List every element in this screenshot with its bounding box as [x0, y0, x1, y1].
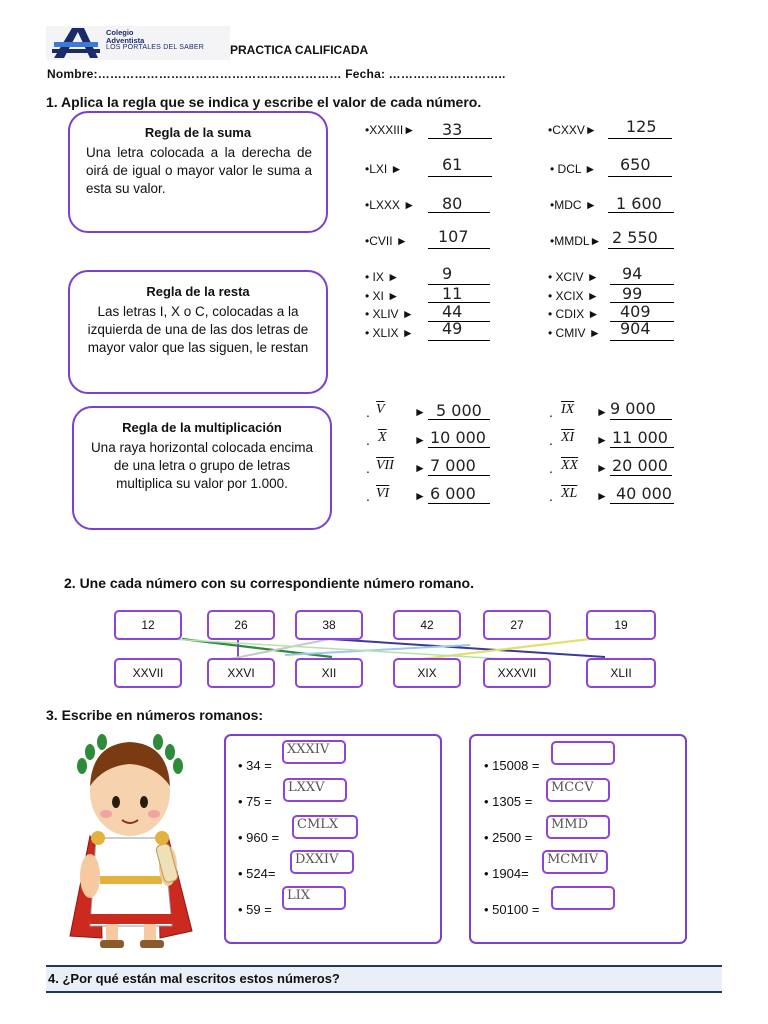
q3-answer-field[interactable]: LIX: [282, 886, 346, 910]
number-value: 27: [510, 618, 524, 632]
page-title: PRACTICA CALIFICADA: [230, 43, 369, 57]
resta-answer: 44: [442, 302, 463, 321]
resta-answer: 11: [442, 284, 463, 303]
resta-label: • XCIV ►: [548, 270, 599, 284]
q2-heading: 2. Une cada número con su correspondiente número romano.: [64, 575, 474, 591]
suma-answer: 61: [442, 155, 463, 174]
mult-numeral: $\overline{IX}$: [561, 402, 575, 417]
resta-label: • XCIX ►: [548, 289, 599, 303]
mult-answer: 20 000: [612, 456, 668, 475]
suma-answer: 125: [626, 117, 657, 136]
q3-item-label: • 524=: [238, 866, 276, 881]
arrow-icon: ►: [596, 433, 608, 447]
roman-value: XXVII: [132, 666, 164, 680]
roman-value: XXVI: [227, 666, 255, 680]
number-box[interactable]: [586, 610, 656, 640]
mult-numeral: $\overline{VII}$: [376, 458, 394, 473]
suma-answer: 650: [620, 155, 651, 174]
suma-label: •MMDL►: [550, 234, 602, 248]
mult-bullet: .: [549, 404, 553, 420]
roman-child-illustration: [60, 726, 200, 954]
arrow-icon: ►: [414, 405, 426, 419]
q4-bar: [46, 965, 722, 993]
mult-bullet: .: [549, 432, 553, 448]
number-value: 26: [234, 618, 248, 632]
q3-item-label: • 75 =: [238, 794, 272, 809]
roman-value: XIX: [417, 666, 437, 680]
suma-label: •LXI ►: [365, 162, 403, 176]
suma-label: •CVII ►: [365, 234, 408, 248]
roman-value: XXXVII: [497, 666, 537, 680]
mult-numeral: $\overline{XX}$: [561, 458, 579, 473]
q3-item-label: • 2500 =: [484, 830, 533, 845]
number-box[interactable]: [295, 610, 363, 640]
roman-box[interactable]: [483, 658, 551, 688]
suma-answer: 1 600: [616, 194, 662, 213]
suma-label: •XXXIII►: [365, 123, 416, 137]
roman-value: XII: [321, 666, 337, 680]
logo-text-3: LOS PORTALES DEL SABER: [106, 44, 205, 51]
number-box[interactable]: [483, 610, 551, 640]
q3-answer-field[interactable]: [551, 886, 615, 910]
mult-bullet: .: [549, 460, 553, 476]
mult-numeral: $\overline{V}$: [376, 402, 385, 417]
suma-answer: 107: [438, 227, 469, 246]
rule-resta-title: Regla de la resta: [146, 284, 250, 299]
rule-suma-body: Una letra colocada a la derecha de oirá de igual o mayor valor le suma a esta su valor.: [86, 145, 312, 196]
q3-item-label: • 59 =: [238, 902, 272, 917]
suma-answer: 80: [442, 194, 463, 213]
q3-answer-field[interactable]: MCCV: [546, 778, 610, 802]
resta-label: • XLIX ►: [365, 326, 414, 340]
arrow-icon: ►: [596, 461, 608, 475]
number-value: 12: [141, 618, 155, 632]
roman-box[interactable]: [393, 658, 461, 688]
q3-answer-field[interactable]: LXXV: [283, 778, 347, 802]
number-box[interactable]: [207, 610, 275, 640]
q3-answer-field[interactable]: MCMIV: [542, 850, 608, 874]
q3-answer-field[interactable]: XXXIV: [282, 740, 346, 764]
match-line: [285, 645, 470, 655]
q1-heading: 1. Aplica la regla que se indica y escribe el valor de cada número.: [46, 94, 482, 110]
suma-label: • DCL ►: [550, 162, 597, 176]
mult-bullet: .: [549, 488, 553, 504]
roman-value: XLII: [610, 666, 632, 680]
mult-bullet: .: [366, 460, 370, 476]
resta-answer: 904: [620, 319, 651, 338]
roman-box[interactable]: [586, 658, 656, 688]
mult-answer: 9 000: [610, 399, 656, 418]
q3-item-label: • 1305 =: [484, 794, 533, 809]
arrow-icon: ►: [414, 433, 426, 447]
resta-label: • CMIV ►: [548, 326, 601, 340]
logo-text-2: Adventista: [106, 36, 145, 45]
suma-label: •MDC ►: [550, 198, 597, 212]
match-line: [170, 639, 505, 659]
mult-numeral: $\overline{XI}$: [561, 430, 575, 445]
q4-heading: 4. ¿Por qué están mal escritos estos números?: [48, 971, 340, 986]
mult-answer: 40 000: [616, 484, 672, 503]
mult-numeral: $\overline{VI}$: [376, 486, 390, 501]
q3-item-label: • 960 =: [238, 830, 280, 845]
logo-text-1: Colegio: [106, 28, 134, 37]
suma-answer: 33: [442, 120, 463, 139]
mult-answer: 7 000: [430, 456, 476, 475]
name-date-line: Nombre:…………………………………………………… Fecha: ………………………..: [47, 67, 506, 81]
resta-label: • IX ►: [365, 270, 400, 284]
roman-box[interactable]: [207, 658, 275, 688]
mult-bullet: .: [366, 404, 370, 420]
suma-answer: 2 550: [612, 228, 658, 247]
suma-label: •CXXV►: [548, 123, 597, 137]
resta-answer: 49: [442, 319, 463, 338]
resta-label: • CDIX ►: [548, 307, 600, 321]
rule-resta-body: Las letras I, X o C, colocadas a la izquierda de una de las dos letras de mayor valor que las siguen, le restan: [87, 304, 309, 355]
number-value: 38: [322, 618, 336, 632]
q3-answer-field[interactable]: CMLX: [292, 815, 358, 839]
rule-mult-title: Regla de la multiplicación: [122, 420, 282, 435]
q3-heading: 3. Escribe en números romanos:: [46, 707, 264, 723]
q3-item-label: • 15008 =: [484, 758, 540, 773]
mult-bullet: .: [366, 432, 370, 448]
q3-item-label: • 50100 =: [484, 902, 540, 917]
q3-answer-field[interactable]: DXXIV: [290, 850, 354, 874]
q3-answer-field[interactable]: MMD: [546, 815, 610, 839]
arrow-icon: ►: [596, 489, 608, 503]
number-box[interactable]: [393, 610, 461, 640]
rule-suma-title: Regla de la suma: [144, 125, 252, 140]
resta-label: • XI ►: [365, 289, 400, 303]
q3-item-label: • 1904=: [484, 866, 529, 881]
arrow-icon: ►: [596, 405, 608, 419]
q3-item-label: • 34 =: [238, 758, 272, 773]
mult-numeral: $\overline{X}$: [378, 430, 387, 445]
mult-numeral: $\overline{XL}$: [561, 486, 578, 501]
resta-answer: 409: [620, 302, 651, 321]
rule-mult-body: Una raya horizontal colocada encima de una letra o grupo de letras multiplica su valor por 1.000.: [90, 440, 314, 491]
roman-box[interactable]: [114, 658, 182, 688]
q3-answer-field[interactable]: [551, 741, 615, 765]
mult-answer: 5 000: [436, 401, 482, 420]
resta-answer: 99: [622, 284, 643, 303]
mult-answer: 6 000: [430, 484, 476, 503]
number-box[interactable]: [114, 610, 182, 640]
mult-answer: 11 000: [612, 428, 668, 447]
resta-answer: 9: [442, 264, 453, 283]
number-value: 19: [614, 618, 628, 632]
resta-answer: 94: [622, 264, 643, 283]
arrow-icon: ►: [414, 461, 426, 475]
resta-label: • XLIV ►: [365, 307, 414, 321]
mult-answer: 10 000: [430, 428, 486, 447]
suma-label: •LXXX ►: [365, 198, 416, 212]
number-value: 42: [420, 618, 434, 632]
roman-box[interactable]: [295, 658, 363, 688]
mult-bullet: .: [366, 488, 370, 504]
arrow-icon: ►: [414, 489, 426, 503]
